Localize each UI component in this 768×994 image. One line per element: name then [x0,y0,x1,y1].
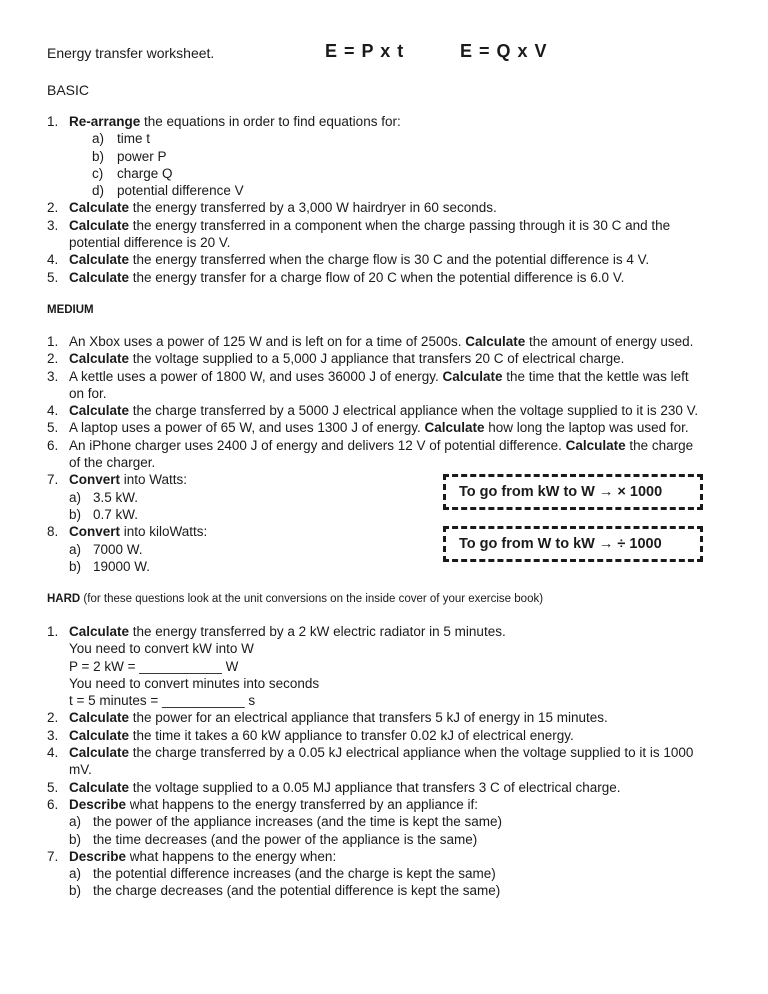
question-number: 2. [47,351,59,367]
question-text: A laptop uses a power of 65 W, and uses 1300 J of energy. [69,420,425,436]
command-word: Calculate [69,779,130,795]
subquestion-text: the power of the appliance increases (and the time is kept the same) [93,814,502,830]
subquestion-letter: a) [69,814,82,830]
question-text: An iPhone charger uses 2400 J of energy and delivers 12 V of potential difference. [69,437,566,453]
command-word: Calculate [424,420,485,436]
hard-heading-label: HARD [47,593,81,605]
question-number: 6. [47,437,59,453]
question-text: what happens to the energy when: [126,848,337,864]
question-text: on for. [69,385,107,401]
hard-heading [47,593,543,605]
subquestion-text: the time decreases (and the power of the appliance is the same) [93,831,478,847]
question-text: the time that the kettle was left [502,368,689,384]
subquestion-text: potential difference V [117,183,244,199]
subquestion-text: time t [117,131,151,147]
question-text: mV. [69,762,92,778]
hint-text: You need to convert kW into W [69,641,254,657]
question-text: the equations in order to find equations for: [140,114,401,129]
subquestion-letter: b) [69,558,82,574]
question-number: 2. [47,710,59,726]
subquestion-letter: a) [69,489,82,505]
question-text: the charge transferred by a 5000 J electrical appliance when the voltage supplied to it is 230 V. [129,403,699,419]
question-number: 1. [47,624,59,639]
command-word: Describe [69,848,127,864]
subquestion-text: the charge decreases (and the potential difference is kept the same) [93,883,501,899]
question-number: 4. [47,745,59,761]
command-word: Calculate [69,727,130,743]
command-word: Calculate [69,351,130,367]
question-text: the voltage supplied to a 0.05 MJ appliance that transfers 3 C of electrical charge. [129,779,621,795]
hint-text: You need to convert minutes into seconds [69,675,320,691]
question-text: the power for an electrical appliance that transfers 5 kJ of energy in 15 minutes. [129,710,608,726]
question-text: A kettle uses a power of 1800 W, and uses 36000 J of energy. [69,368,443,384]
question-number: 6. [47,796,59,812]
subquestion-text: 3.5 kW. [93,489,139,505]
subquestion-text: power P [117,148,167,164]
question-number: 1. [47,114,59,129]
command-word: Convert [69,524,121,540]
question-number: 4. [47,252,59,268]
conversion-box-kw-to-w: To go from kW to W → × 1000 [443,474,703,510]
question-number: 8. [47,524,59,540]
subquestion-text: 7000 W. [93,541,143,557]
question-text: the time it takes a 60 kW appliance to transfer 0.02 kJ of electrical energy. [129,727,574,743]
question-text: into Watts: [120,472,188,488]
equation-energy-charge-voltage: E = Q x V [460,41,548,61]
question-text: the energy transferred by a 3,000 W hairdryer in 60 seconds. [129,200,497,216]
command-word: Calculate [465,334,526,349]
question-text: how long the laptop was used for. [484,420,689,436]
medium-heading [47,304,94,316]
question-number: 7. [47,472,59,488]
question-number: 5. [47,420,59,436]
question-number: 7. [47,848,59,864]
subquestion-letter: b) [69,831,82,847]
command-word: Calculate [69,710,130,726]
question-text: the energy transfer for a charge flow of 20 C when the potential difference is 6.0 V. [129,269,625,285]
subquestion-letter: a) [69,866,82,882]
subquestion-text: the potential difference increases (and the charge is kept the same) [93,866,496,882]
fill-in-line: P = 2 kW = ___________ W [69,658,239,674]
question-text: the charge transferred by a 0.05 kJ electrical appliance when the voltage supplied to it is 1000 [129,745,694,761]
question-number: 4. [47,403,59,419]
question-number: 3. [47,368,59,384]
command-word: Calculate [69,200,130,216]
question-text: An Xbox uses a power of 125 W and is left on for a time of 2500s. [69,334,466,349]
question-text: of the charger. [69,455,156,471]
subquestion-letter: b) [92,148,105,164]
question-number: 1. [47,334,59,349]
command-word: Calculate [69,403,130,419]
question-number: 2. [47,200,59,216]
command-word: Convert [69,472,121,488]
subquestion-letter: b) [69,883,82,899]
subquestion-letter: c) [92,165,104,181]
question-text: the energy transferred when the charge flow is 30 C and the potential difference is 4 V. [129,252,650,268]
question-number: 5. [47,269,59,285]
command-word: Calculate [69,745,130,761]
subquestion-text: charge Q [117,165,173,181]
command-word: Calculate [69,624,130,639]
subquestion-letter: d) [92,183,105,199]
question-number: 5. [47,779,59,795]
command-word: Describe [69,796,127,812]
question-text: potential difference is 20 V. [69,235,231,251]
command-word: Calculate [565,437,626,453]
question-text: the energy transferred in a component when the charge passing through it is 30 C and the [129,217,671,233]
question-number: 3. [47,217,59,233]
worksheet-title: Energy transfer worksheet. [47,45,215,61]
command-word: Calculate [69,269,130,285]
subquestion-text: 19000 W. [93,558,151,574]
fill-in-line: t = 5 minutes = ___________ s [69,693,256,709]
question-number: 3. [47,727,59,743]
question-text: the voltage supplied to a 5,000 J appliance that transfers 20 C of electrical charge. [129,351,625,367]
hard-heading-note: (for these questions look at the unit conversions on the inside cover of your exercise book) [80,593,544,605]
question-text: what happens to the energy transferred by an appliance if: [126,796,479,812]
subquestion-letter: a) [69,541,82,557]
question-text: the charge [625,437,694,453]
subquestion-letter: a) [92,131,105,147]
command-word: Re-arrange [69,114,141,129]
medium-heading-label: MEDIUM [47,304,94,316]
subquestion-text: 0.7 kW. [93,506,139,522]
question-text: the amount of energy used. [525,334,694,349]
command-word: Calculate [69,217,130,233]
command-word: Calculate [442,368,503,384]
question-text: the energy transferred by a 2 kW electric radiator in 5 minutes. [129,624,506,639]
equation-energy-power-time: E = P x t [325,41,405,61]
subquestion-letter: b) [69,506,82,522]
command-word: Calculate [69,252,130,268]
conversion-box-w-to-kw: To go from W to kW → ÷ 1000 [443,526,703,562]
question-text: into kiloWatts: [120,524,208,540]
basic-heading: BASIC [47,82,90,98]
